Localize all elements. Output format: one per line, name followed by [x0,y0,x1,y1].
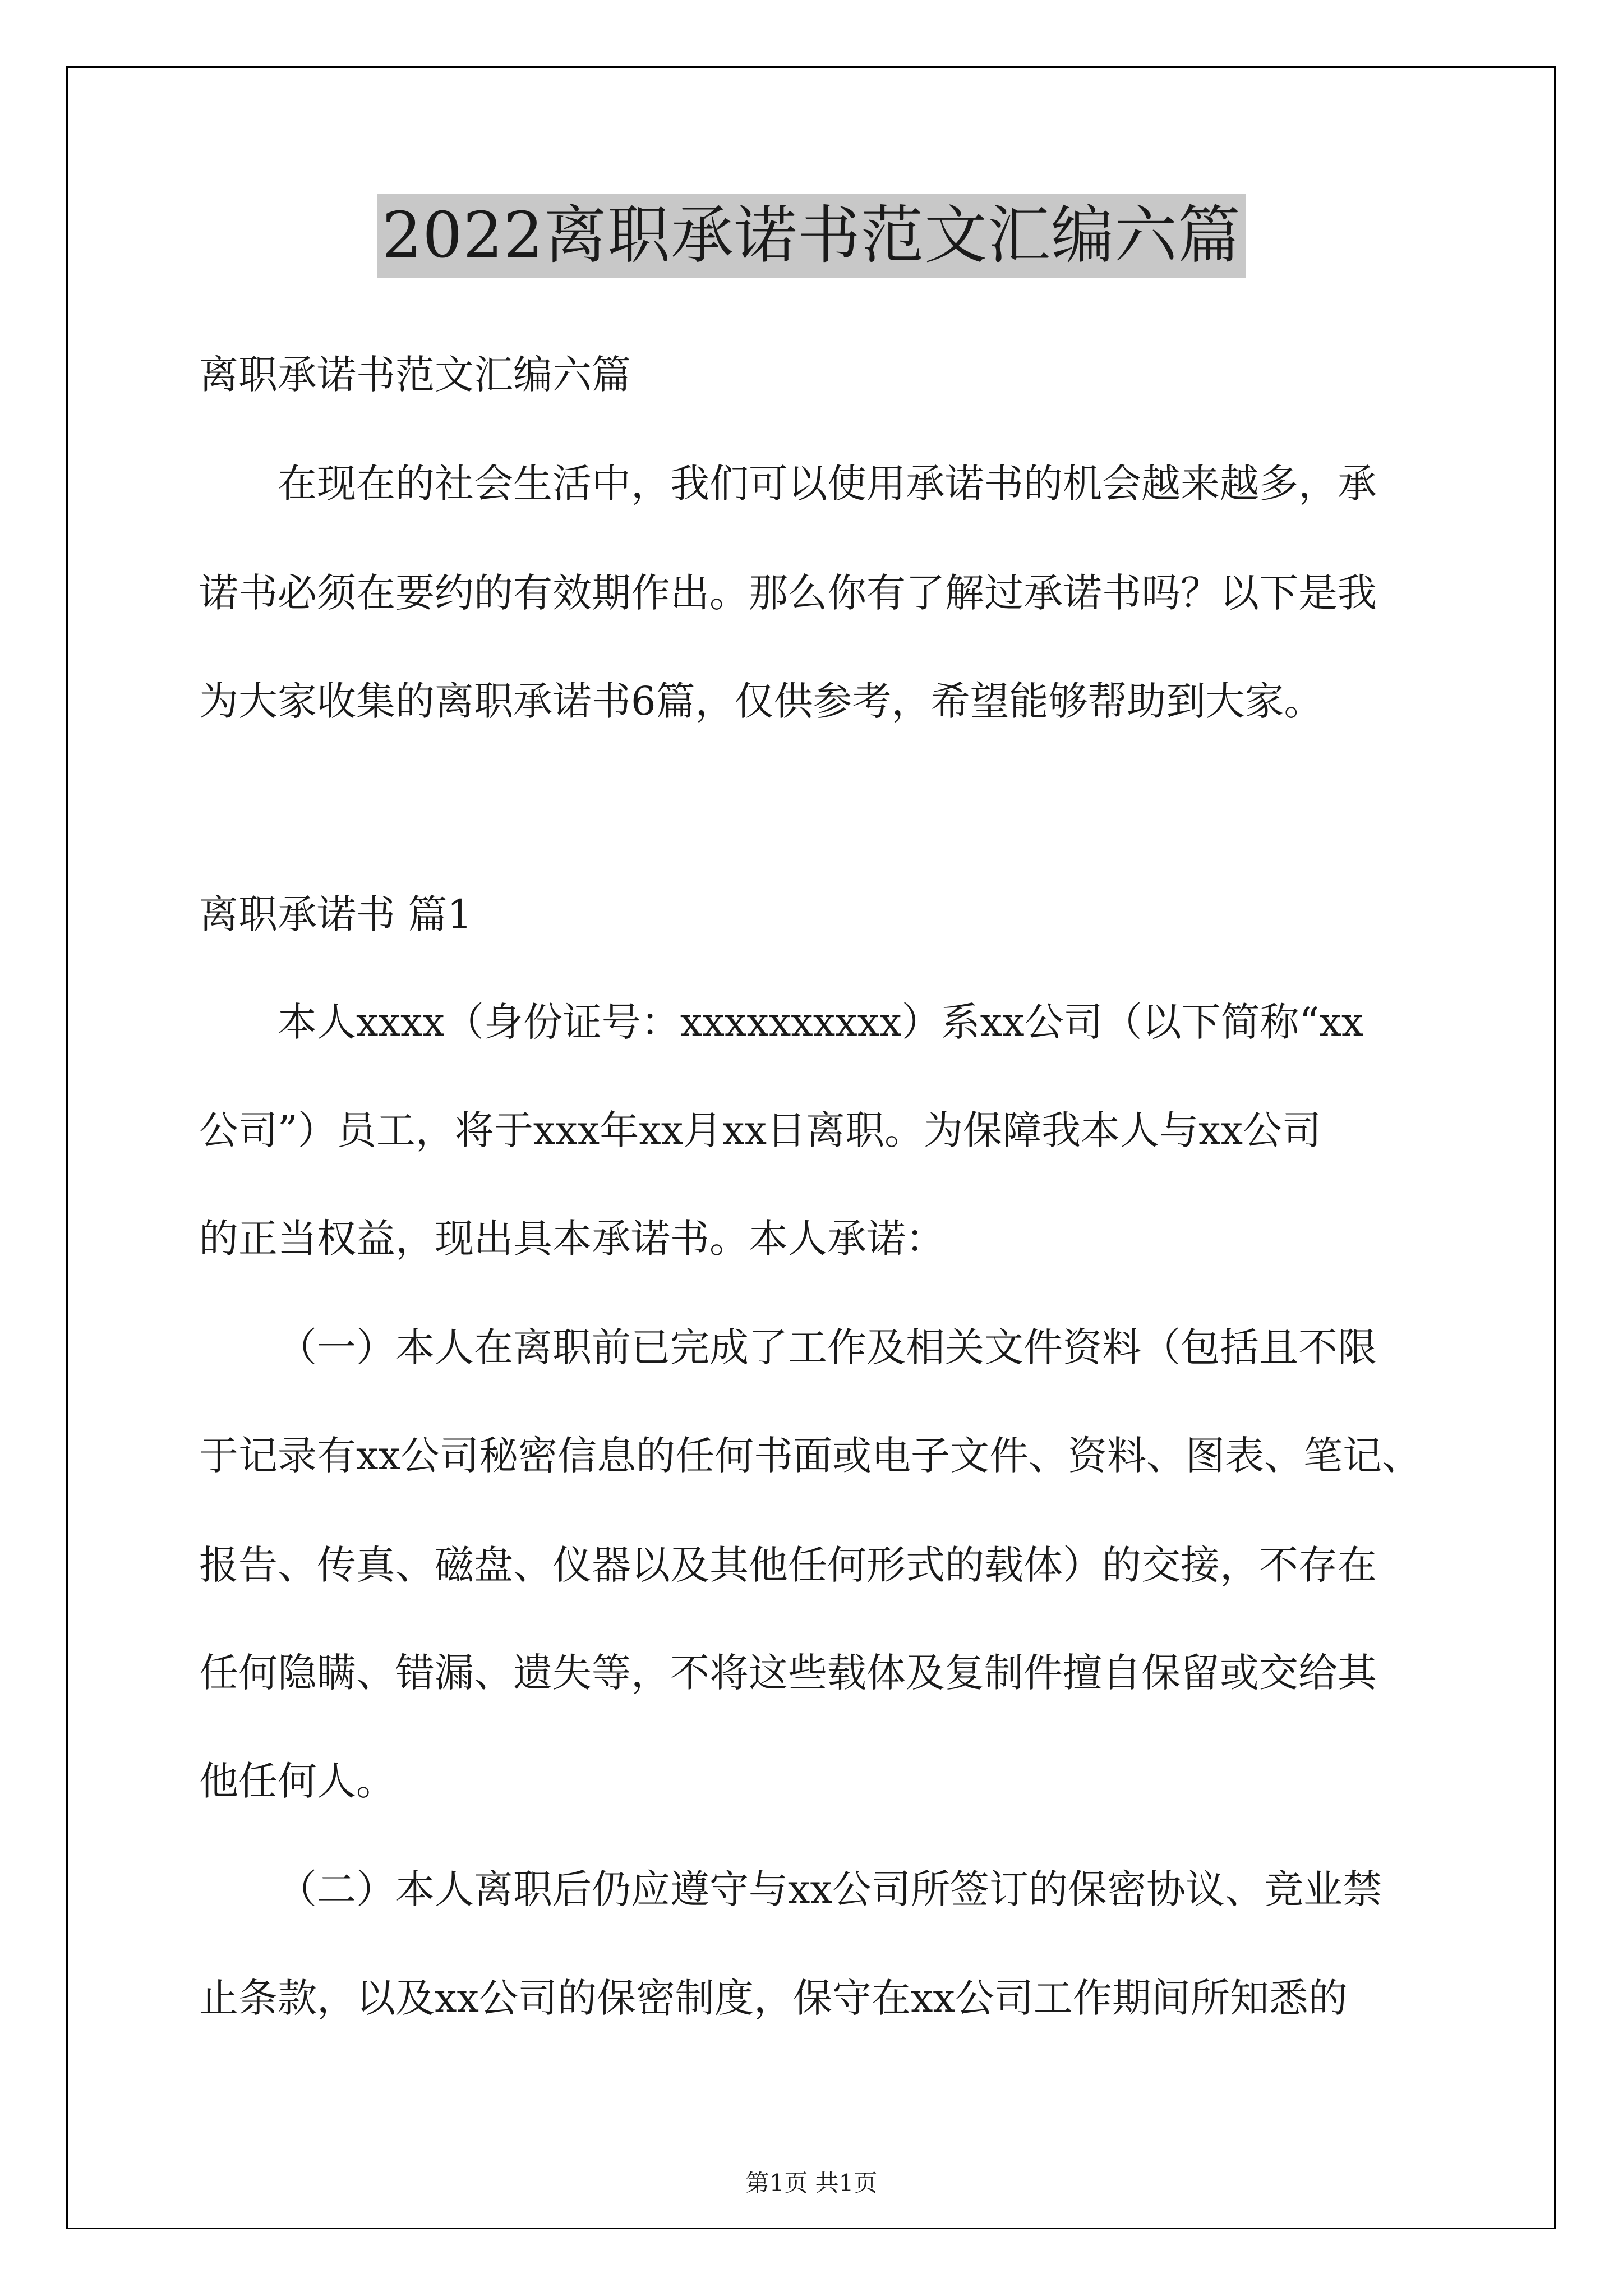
clause-2-line-1: （二）本人离职后仍应遵守与xx公司所签订的保密协议、竞业禁 [278,1866,1382,1912]
document-title: 2022离职承诺书范文汇编六篇 [377,194,1246,278]
clause-2-line-2: 止条款，以及xx公司的保密制度，保守在xx公司工作期间所知悉的 [199,1975,1348,2021]
intro-line-2: 诺书必须在要约的有效期作出。那么你有了解过承诺书吗？以下是我 [199,570,1377,616]
body-line-2: 公司”）员工，将于xxx年xx月xx日离职。为保障我本人与xx公司 [199,1107,1322,1153]
body-line-3: 的正当权益，现出具本承诺书。本人承诺： [199,1216,945,1262]
intro-line-3: 为大家收集的离职承诺书6篇，仅供参考，希望能够帮助到大家。 [199,678,1324,724]
page-footer: 第1页 共1页 [745,2169,878,2197]
clause-1-line-1: （一）本人在离职前已完成了工作及相关文件资料（包括且不限 [278,1324,1377,1370]
clause-1-line-5: 他任何人。 [199,1758,395,1804]
section-heading: 离职承诺书 篇1 [199,891,472,937]
clause-1-line-3: 报告、传真、磁盘、仪器以及其他任何形式的载体）的交接，不存在 [199,1542,1377,1588]
subtitle-line: 离职承诺书范文汇编六篇 [199,352,631,398]
intro-line-1: 在现在的社会生活中，我们可以使用承诺书的机会越来越多，承 [278,461,1377,507]
clause-1-line-4: 任何隐瞒、错漏、遗失等，不将这些载体及复制件擅自保留或交给其 [199,1650,1377,1696]
title-container [0,194,1623,278]
body-line-1: 本人xxxx（身份证号：xxxxxxxxxx）系xx公司（以下简称“xx [278,999,1364,1045]
clause-1-line-2: 于记录有xx公司秘密信息的任何书面或电子文件、资料、图表、笔记、 [199,1433,1421,1479]
